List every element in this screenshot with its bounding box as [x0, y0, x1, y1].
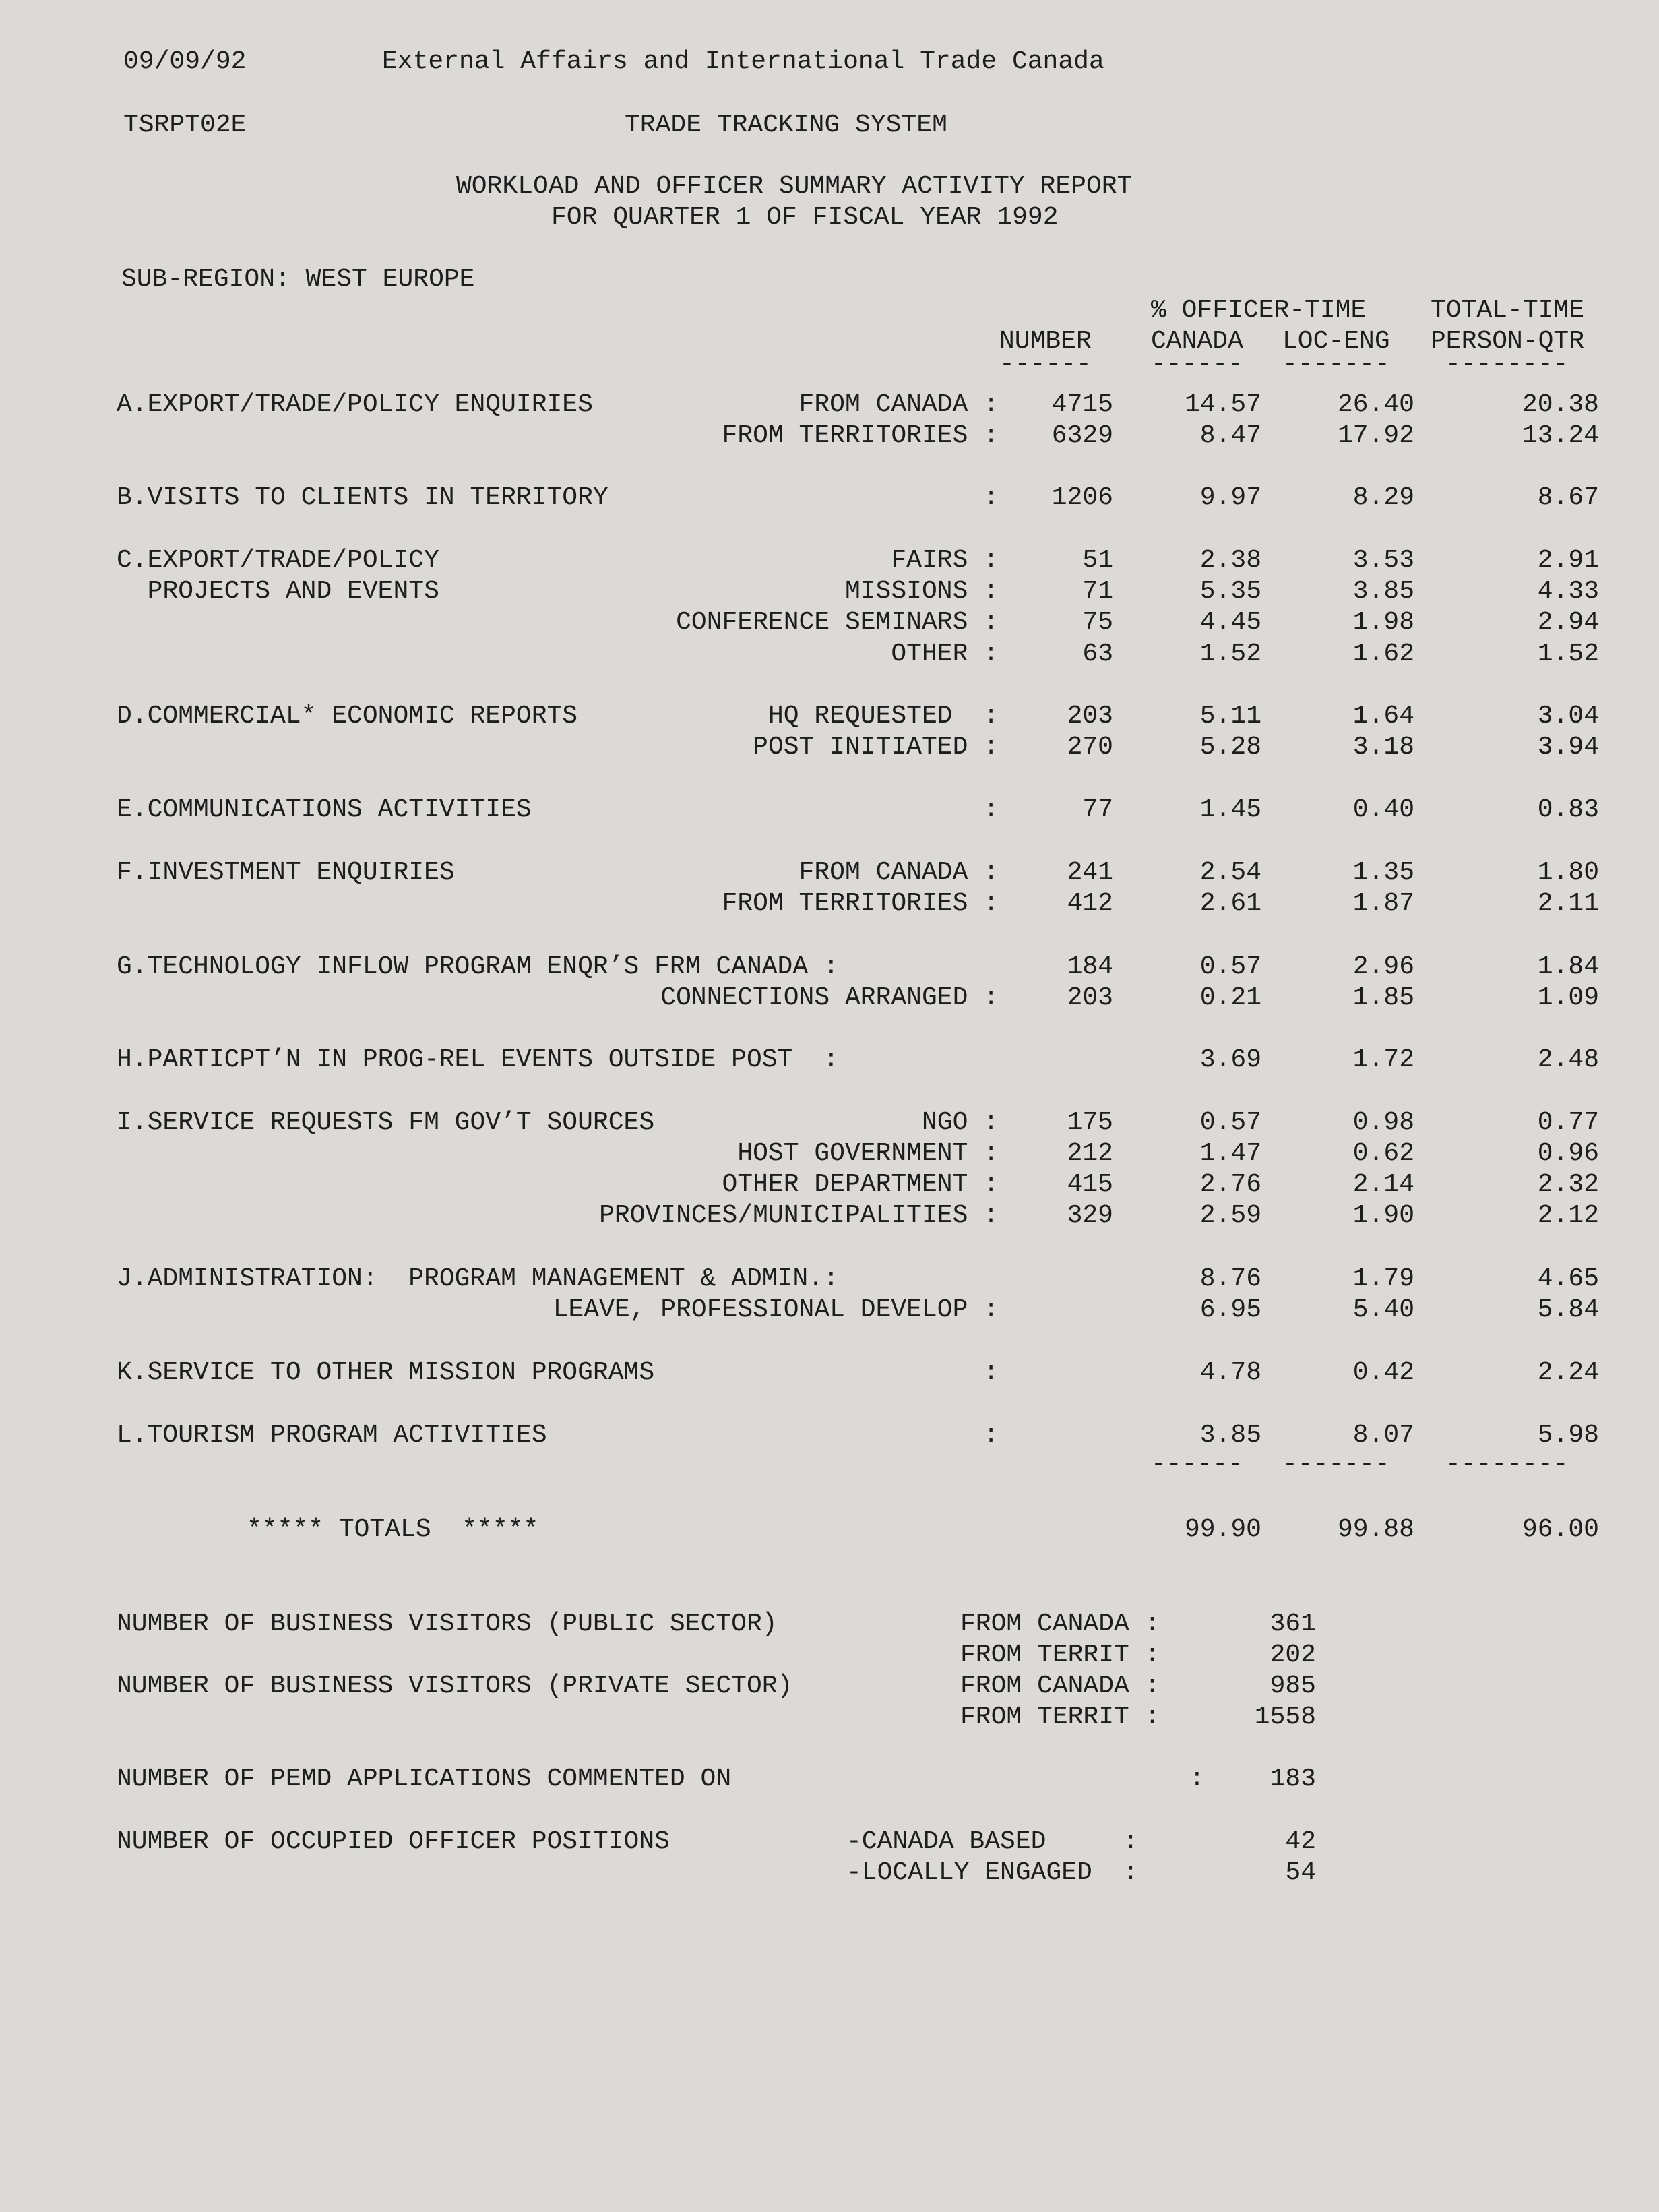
- row-number: 75: [1082, 608, 1113, 637]
- row-number: 212: [1067, 1139, 1113, 1168]
- row-loc-eng-pct: 3.53: [1352, 546, 1414, 575]
- report-code: TSRPT02E: [123, 111, 247, 140]
- row-canada-pct: 14.57: [1184, 390, 1261, 419]
- row-person-qtr: 2.32: [1537, 1170, 1599, 1199]
- row-loc-eng-pct: 0.98: [1352, 1108, 1414, 1137]
- public-from-territ-label: FROM TERRIT :: [960, 1640, 1160, 1669]
- row-person-qtr: 4.33: [1537, 577, 1599, 606]
- person-qtr-column-header: PERSON-QTR: [1431, 327, 1585, 356]
- row-label: A.EXPORT/TRADE/POLICY ENQUIRIES: [117, 390, 593, 419]
- row-label: PROJECTS AND EVENTS: [117, 577, 439, 606]
- row-loc-eng-pct: 1.62: [1352, 640, 1414, 669]
- row-canada-pct: 2.59: [1199, 1201, 1261, 1230]
- report-date: 09/09/92: [123, 47, 247, 76]
- row-canada-pct: 0.57: [1199, 1108, 1261, 1137]
- public-from-canada-value: 361: [1270, 1609, 1316, 1638]
- canada-column-rule: ------: [1151, 350, 1243, 379]
- total-time-header: TOTAL-TIME: [1431, 296, 1585, 325]
- row-loc-eng-pct: 1.90: [1352, 1201, 1414, 1230]
- locally-engaged-label: -LOCALLY ENGAGED :: [846, 1858, 1139, 1887]
- row-label: L.TOURISM PROGRAM ACTIVITIES: [117, 1421, 547, 1450]
- row-number: 184: [1067, 952, 1113, 981]
- row-canada-pct: 5.35: [1199, 577, 1261, 606]
- row-person-qtr: 4.65: [1537, 1264, 1599, 1293]
- row-canada-pct: 2.54: [1199, 858, 1261, 887]
- loc-eng-column-rule: -------: [1282, 350, 1390, 379]
- row-person-qtr: 5.98: [1537, 1421, 1599, 1450]
- row-sublabel: OTHER DEPARTMENT :: [722, 1170, 999, 1199]
- row-loc-eng-pct: 1.64: [1352, 702, 1414, 731]
- row-loc-eng-pct: 1.85: [1352, 983, 1414, 1012]
- private-from-territ-label: FROM TERRIT :: [960, 1702, 1160, 1731]
- row-canada-pct: 9.97: [1199, 483, 1261, 512]
- officer-positions-label: NUMBER OF OCCUPIED OFFICER POSITIONS: [117, 1827, 670, 1856]
- row-canada-pct: 8.47: [1199, 421, 1261, 450]
- report-title-line2: FOR QUARTER 1 OF FISCAL YEAR 1992: [551, 203, 1059, 232]
- row-loc-eng-pct: 1.79: [1352, 1264, 1414, 1293]
- row-loc-eng-pct: 1.87: [1352, 889, 1414, 918]
- row-person-qtr: 0.96: [1537, 1139, 1599, 1168]
- row-canada-pct: 3.69: [1199, 1045, 1261, 1074]
- row-sublabel: NGO :: [921, 1108, 999, 1137]
- row-sublabel: LEAVE, PROFESSIONAL DEVELOP :: [553, 1295, 999, 1324]
- public-from-canada-label: FROM CANADA :: [960, 1609, 1160, 1638]
- totals-loc-eng: 99.88: [1337, 1515, 1414, 1544]
- row-loc-eng-pct: 3.85: [1352, 577, 1414, 606]
- row-canada-pct: 5.28: [1199, 733, 1261, 762]
- row-label: E.COMMUNICATIONS ACTIVITIES: [117, 795, 532, 824]
- number-column-header: NUMBER: [999, 327, 1092, 356]
- row-loc-eng-pct: 0.62: [1352, 1139, 1414, 1168]
- system-name: TRADE TRACKING SYSTEM: [625, 111, 947, 140]
- row-sublabel: FAIRS :: [891, 546, 999, 575]
- pemd-label: NUMBER OF PEMD APPLICATIONS COMMENTED ON: [117, 1764, 732, 1793]
- canada-based-label: -CANADA BASED :: [846, 1827, 1139, 1856]
- row-sublabel: FROM TERRITORIES :: [722, 421, 999, 450]
- row-sublabel: CONNECTIONS ARRANGED :: [660, 983, 999, 1012]
- private-from-territ-value: 1558: [1254, 1702, 1316, 1731]
- row-sublabel: FROM CANADA :: [799, 858, 999, 887]
- row-canada-pct: 2.38: [1199, 546, 1261, 575]
- canada-based-value: 42: [1285, 1827, 1316, 1856]
- row-sublabel: CONFERENCE SEMINARS :: [676, 608, 999, 637]
- totals-person-qtr: 96.00: [1522, 1515, 1599, 1544]
- row-sublabel: PROVINCES/MUNICIPALITIES :: [599, 1201, 999, 1230]
- row-person-qtr: 2.48: [1537, 1045, 1599, 1074]
- row-loc-eng-pct: 8.29: [1352, 483, 1414, 512]
- row-person-qtr: 2.11: [1537, 889, 1599, 918]
- row-person-qtr: 3.94: [1537, 733, 1599, 762]
- row-person-qtr: 13.24: [1522, 421, 1599, 450]
- loc-eng-column-header: LOC-ENG: [1282, 327, 1390, 356]
- row-loc-eng-pct: 2.14: [1352, 1170, 1414, 1199]
- row-sublabel: POST INITIATED :: [753, 733, 999, 762]
- row-person-qtr: 8.67: [1537, 483, 1599, 512]
- row-canada-pct: 1.45: [1199, 795, 1261, 824]
- row-label: B.VISITS TO CLIENTS IN TERRITORY: [117, 483, 608, 512]
- row-loc-eng-pct: 1.35: [1352, 858, 1414, 887]
- row-number: 241: [1067, 858, 1113, 887]
- row-loc-eng-pct: 5.40: [1352, 1295, 1414, 1324]
- row-canada-pct: 2.61: [1199, 889, 1261, 918]
- row-sublabel: HOST GOVERNMENT :: [737, 1139, 999, 1168]
- person-qtr-column-rule: --------: [1445, 350, 1569, 379]
- row-canada-pct: 1.52: [1199, 640, 1261, 669]
- row-canada-pct: 4.45: [1199, 608, 1261, 637]
- row-number: 270: [1067, 733, 1113, 762]
- locally-engaged-value: 54: [1285, 1858, 1316, 1887]
- row-person-qtr: 20.38: [1522, 390, 1599, 419]
- pemd-colon: :: [1189, 1764, 1205, 1793]
- row-person-qtr: 0.83: [1537, 795, 1599, 824]
- row-label: C.EXPORT/TRADE/POLICY: [117, 546, 439, 575]
- row-loc-eng-pct: 3.18: [1352, 733, 1414, 762]
- row-label: I.SERVICE REQUESTS FM GOV’T SOURCES: [117, 1108, 655, 1137]
- organization-name: External Affairs and International Trade Canada: [382, 47, 1104, 76]
- row-person-qtr: 2.12: [1537, 1201, 1599, 1230]
- row-sublabel: :: [983, 1421, 999, 1450]
- row-sublabel: FROM CANADA :: [799, 390, 999, 419]
- report-title-line1: WORKLOAD AND OFFICER SUMMARY ACTIVITY REPORT: [456, 172, 1133, 201]
- row-label: K.SERVICE TO OTHER MISSION PROGRAMS: [117, 1358, 655, 1387]
- row-loc-eng-pct: 0.40: [1352, 795, 1414, 824]
- row-sublabel: MISSIONS :: [844, 577, 999, 606]
- row-sublabel: OTHER :: [891, 640, 999, 669]
- totals-rule-canada: ------: [1151, 1450, 1243, 1479]
- row-loc-eng-pct: 1.98: [1352, 608, 1414, 637]
- row-number: 175: [1067, 1108, 1113, 1137]
- number-column-rule: ------: [999, 350, 1092, 379]
- row-person-qtr: 2.24: [1537, 1358, 1599, 1387]
- totals-rule-loc-eng: -------: [1282, 1450, 1390, 1479]
- row-loc-eng-pct: 26.40: [1337, 390, 1414, 419]
- row-canada-pct: 4.78: [1199, 1358, 1261, 1387]
- row-person-qtr: 1.09: [1537, 983, 1599, 1012]
- row-label: F.INVESTMENT ENQUIRIES: [117, 858, 455, 887]
- row-canada-pct: 2.76: [1199, 1170, 1261, 1199]
- row-person-qtr: 1.80: [1537, 858, 1599, 887]
- row-person-qtr: 2.94: [1537, 608, 1599, 637]
- row-person-qtr: 5.84: [1537, 1295, 1599, 1324]
- row-number: 329: [1067, 1201, 1113, 1230]
- row-number: 203: [1067, 702, 1113, 731]
- row-person-qtr: 1.84: [1537, 952, 1599, 981]
- row-number: 415: [1067, 1170, 1113, 1199]
- row-sublabel: :: [983, 795, 999, 824]
- row-person-qtr: 0.77: [1537, 1108, 1599, 1137]
- row-loc-eng-pct: 17.92: [1337, 421, 1414, 450]
- canada-column-header: CANADA: [1151, 327, 1243, 356]
- row-loc-eng-pct: 8.07: [1352, 1421, 1414, 1450]
- row-label: H.PARTICPT’N IN PROG-REL EVENTS OUTSIDE POST :: [117, 1045, 839, 1074]
- row-loc-eng-pct: 2.96: [1352, 952, 1414, 981]
- public-from-territ-value: 202: [1270, 1640, 1316, 1669]
- totals-label: ***** TOTALS *****: [247, 1515, 539, 1544]
- subregion-label: SUB-REGION: WEST EUROPE: [121, 265, 475, 294]
- row-number: 1206: [1051, 483, 1113, 512]
- row-label: D.COMMERCIAL* ECONOMIC REPORTS: [117, 702, 578, 731]
- row-canada-pct: 8.76: [1199, 1264, 1261, 1293]
- row-sublabel: HQ REQUESTED :: [768, 702, 999, 731]
- row-loc-eng-pct: 1.72: [1352, 1045, 1414, 1074]
- row-number: 6329: [1051, 421, 1113, 450]
- row-canada-pct: 3.85: [1199, 1421, 1261, 1450]
- row-person-qtr: 1.52: [1537, 640, 1599, 669]
- private-from-canada-label: FROM CANADA :: [960, 1671, 1160, 1700]
- totals-canada: 99.90: [1184, 1515, 1261, 1544]
- row-number: 71: [1082, 577, 1113, 606]
- row-person-qtr: 2.91: [1537, 546, 1599, 575]
- public-visitors-label: NUMBER OF BUSINESS VISITORS (PUBLIC SECTOR): [117, 1609, 778, 1638]
- pemd-value: 183: [1270, 1764, 1316, 1793]
- totals-rule-person-qtr: --------: [1445, 1450, 1569, 1479]
- row-canada-pct: 1.47: [1199, 1139, 1261, 1168]
- private-visitors-label: NUMBER OF BUSINESS VISITORS (PRIVATE SECTOR): [117, 1671, 793, 1700]
- row-sublabel: FROM TERRITORIES :: [722, 889, 999, 918]
- row-sublabel: :: [983, 483, 999, 512]
- officer-time-header: % OFFICER-TIME: [1151, 296, 1367, 325]
- row-number: 4715: [1051, 390, 1113, 419]
- row-person-qtr: 3.04: [1537, 702, 1599, 731]
- row-number: 51: [1082, 546, 1113, 575]
- row-sublabel: :: [983, 1358, 999, 1387]
- row-canada-pct: 0.57: [1199, 952, 1261, 981]
- row-canada-pct: 5.11: [1199, 702, 1261, 731]
- row-canada-pct: 0.21: [1199, 983, 1261, 1012]
- row-number: 412: [1067, 889, 1113, 918]
- row-label: G.TECHNOLOGY INFLOW PROGRAM ENQR’S FRM CANADA :: [117, 952, 839, 981]
- row-label: J.ADMINISTRATION: PROGRAM MANAGEMENT & ADMIN.:: [117, 1264, 839, 1293]
- row-loc-eng-pct: 0.42: [1352, 1358, 1414, 1387]
- private-from-canada-value: 985: [1270, 1671, 1316, 1700]
- row-number: 203: [1067, 983, 1113, 1012]
- row-number: 77: [1082, 795, 1113, 824]
- row-number: 63: [1082, 640, 1113, 669]
- row-canada-pct: 6.95: [1199, 1295, 1261, 1324]
